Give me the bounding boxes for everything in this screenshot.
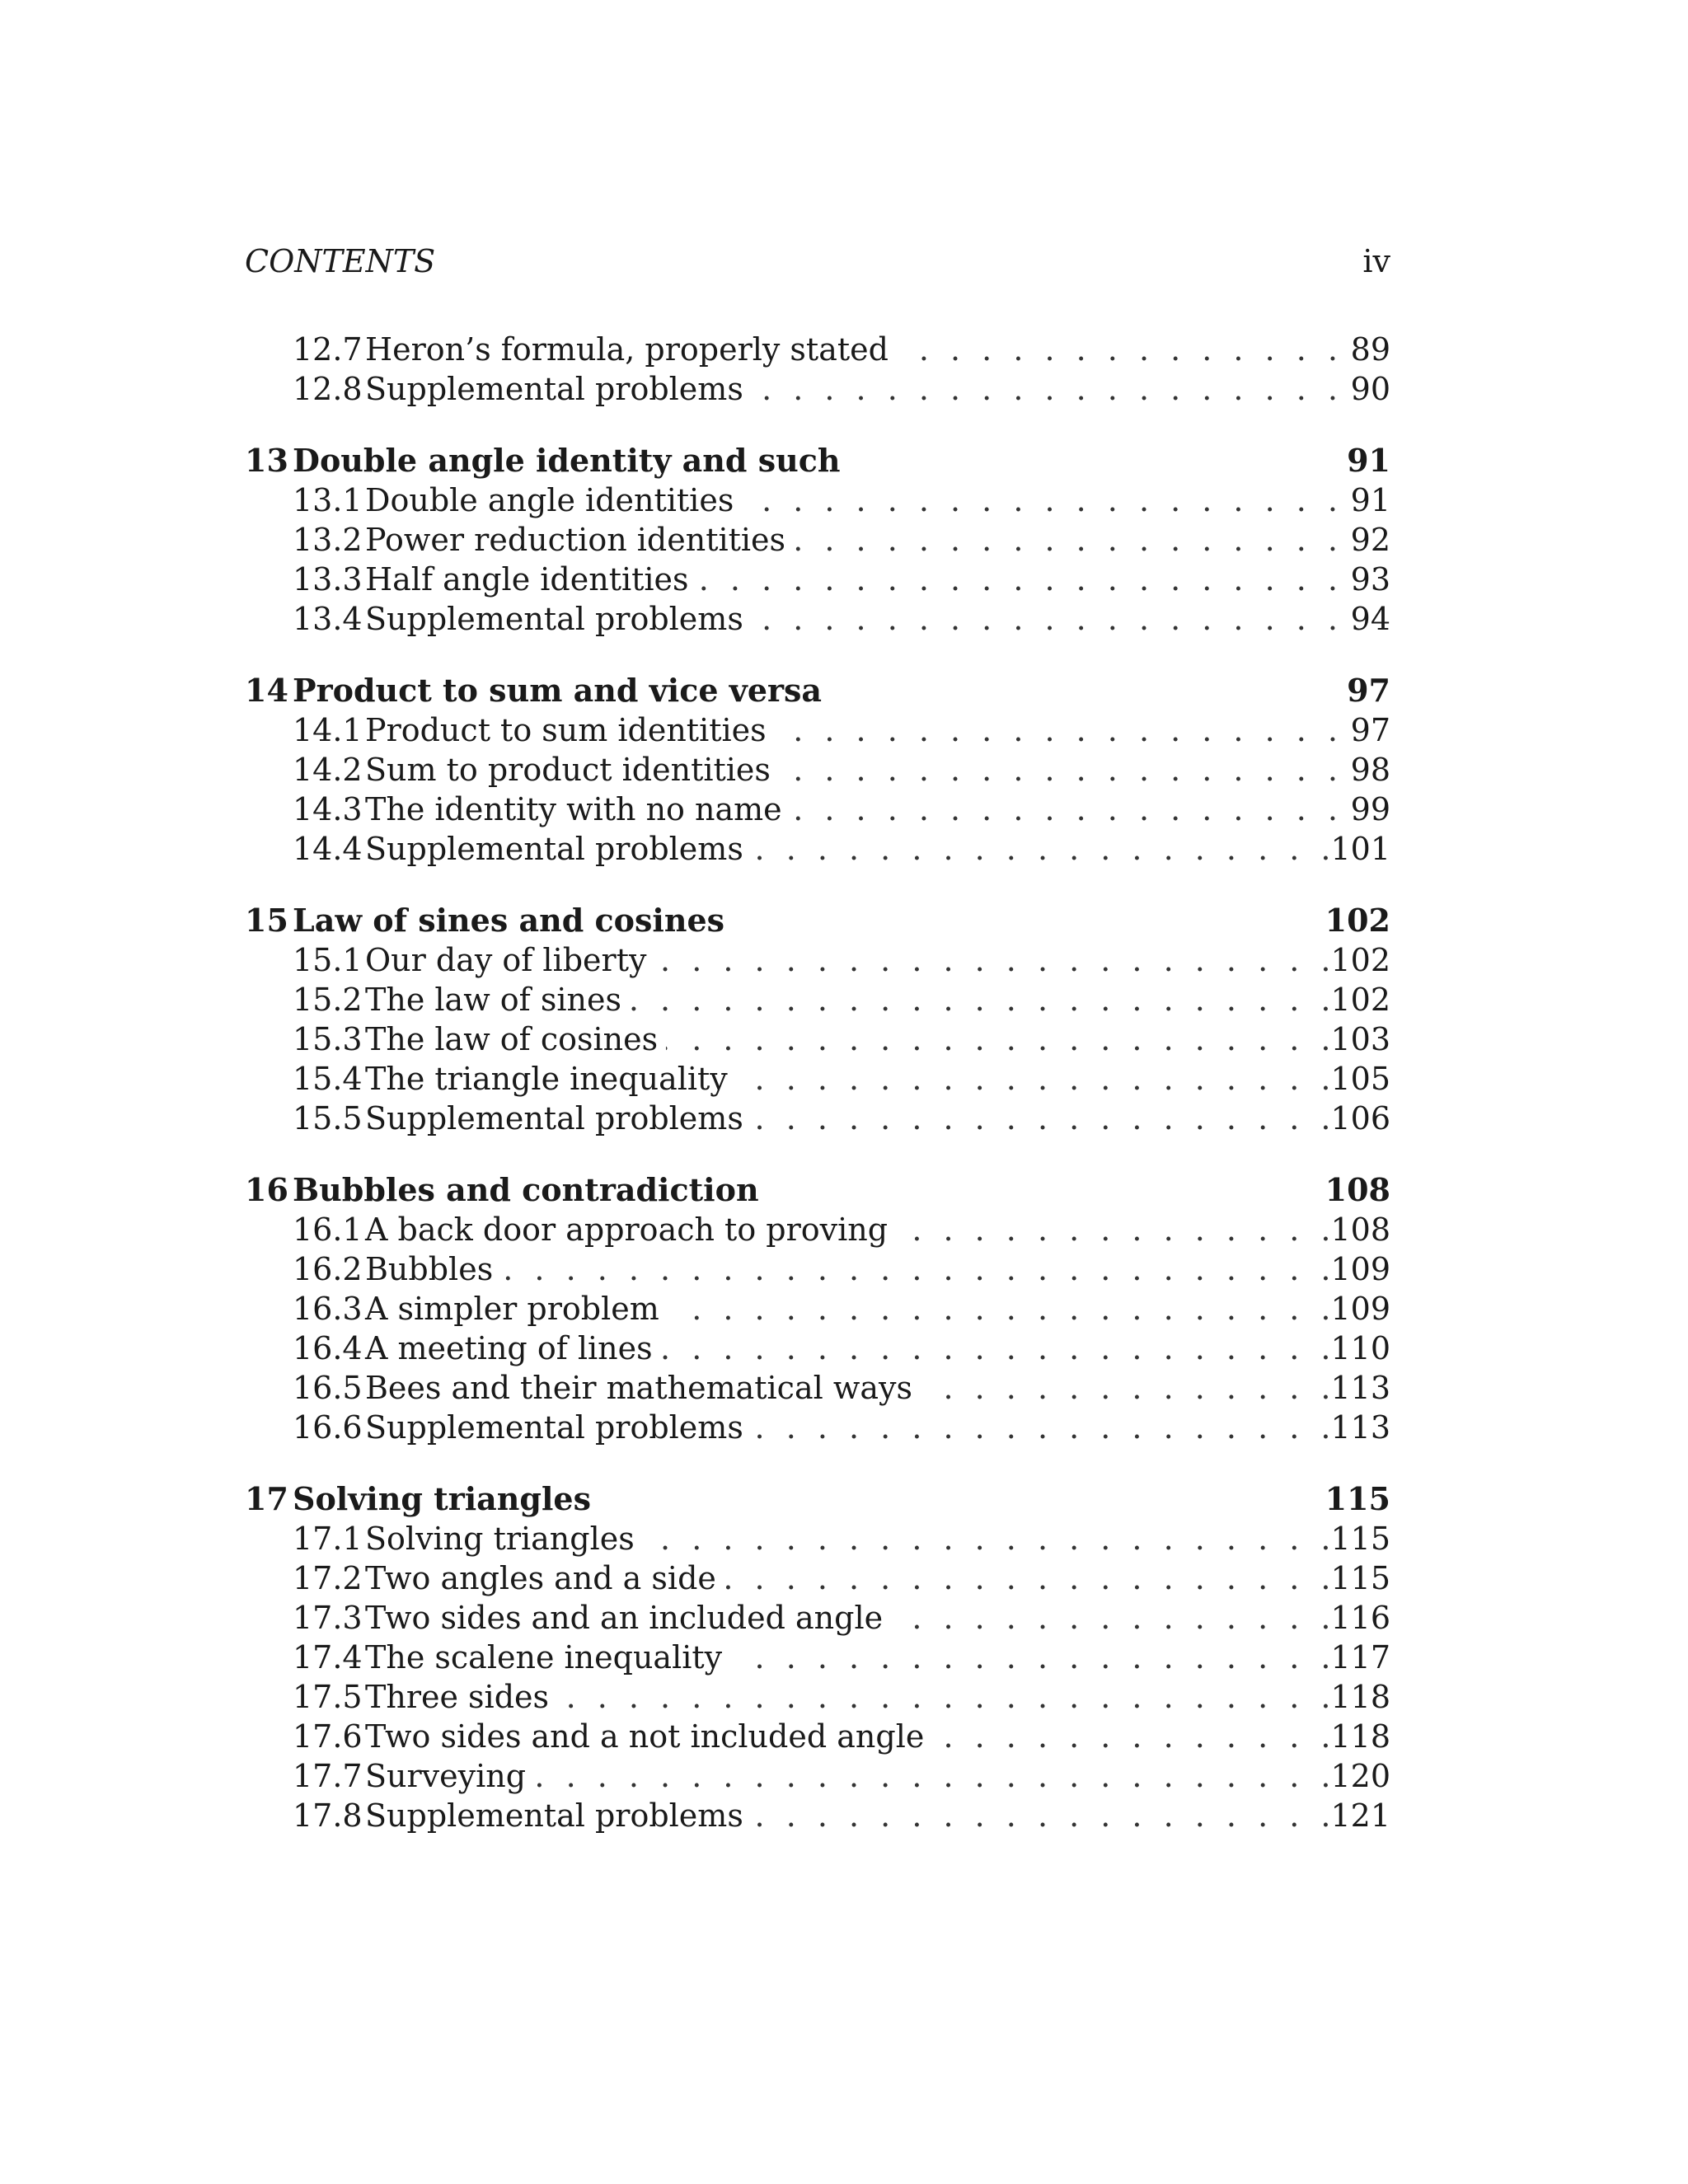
- dot-leader: [779, 750, 1338, 790]
- chapter-page-number: 91: [1347, 442, 1390, 479]
- section-number: 13.2: [293, 522, 363, 558]
- section-number: 15.5: [293, 1100, 363, 1137]
- section-number: 14.3: [293, 791, 363, 827]
- section-number: 14.4: [293, 831, 363, 867]
- dot-leader: [557, 1677, 1330, 1717]
- chapter-number: 17: [245, 1480, 288, 1517]
- dot-leader: [752, 829, 1331, 869]
- section-number: 17.1: [293, 1521, 363, 1557]
- section-number: 15.3: [293, 1021, 363, 1057]
- chapter-title: Double angle identity and such: [293, 442, 841, 479]
- section-number: 12.8: [293, 371, 363, 407]
- toc-section-entry[interactable]: [245, 1329, 1390, 1368]
- chapter-number: 15: [245, 902, 288, 939]
- section-page-number: 115: [1330, 1560, 1390, 1596]
- toc-chapter-entry[interactable]: [245, 901, 1390, 940]
- section-number: 16.6: [293, 1409, 363, 1446]
- toc-chapter-entry[interactable]: [245, 671, 1390, 710]
- toc-section-entry[interactable]: [245, 1408, 1390, 1447]
- section-title: Solving triangles: [365, 1521, 635, 1557]
- dot-leader: [661, 1329, 1331, 1368]
- toc-section-entry[interactable]: [245, 1717, 1390, 1756]
- section-page-number: 93: [1350, 561, 1390, 598]
- dot-leader: [534, 1756, 1330, 1796]
- section-page-number: 92: [1350, 522, 1390, 558]
- dot-leader: [897, 330, 1338, 369]
- dot-leader: [666, 1019, 1330, 1059]
- dot-leader: [736, 1059, 1331, 1099]
- section-title: Our day of liberty: [365, 942, 647, 978]
- section-page-number: 98: [1350, 752, 1390, 788]
- toc-group: [245, 330, 1390, 409]
- chapter-page-number: 108: [1325, 1171, 1390, 1208]
- section-page-number: 115: [1330, 1521, 1390, 1557]
- section-title: Supplemental problems: [365, 601, 743, 637]
- dot-leader: [697, 560, 1338, 599]
- page-header: [245, 243, 1390, 286]
- section-title: Supplemental problems: [365, 831, 743, 867]
- dot-leader: [921, 1368, 1330, 1408]
- dot-leader: [752, 599, 1338, 639]
- dot-leader: [790, 790, 1338, 829]
- dot-leader: [891, 1598, 1330, 1638]
- section-page-number: 105: [1330, 1061, 1390, 1097]
- toc-section-entry[interactable]: [245, 1019, 1390, 1059]
- dot-leader: [752, 1796, 1331, 1835]
- toc-section-entry[interactable]: [245, 1519, 1390, 1558]
- toc-section-entry[interactable]: [245, 1756, 1390, 1796]
- toc-group: [245, 1170, 1390, 1447]
- section-title: Three sides: [365, 1679, 550, 1715]
- dot-leader: [752, 1408, 1331, 1447]
- section-page-number: 117: [1330, 1639, 1390, 1675]
- section-number: 12.7: [293, 331, 363, 368]
- section-page-number: 102: [1330, 942, 1390, 978]
- chapter-page-number: 102: [1325, 902, 1390, 939]
- section-number: 16.1: [293, 1212, 363, 1248]
- section-number: 13.4: [293, 601, 363, 637]
- chapter-title: Law of sines and cosines: [293, 902, 725, 939]
- section-page-number: 90: [1350, 371, 1390, 407]
- section-number: 13.3: [293, 561, 363, 598]
- section-title: The triangle inequality: [365, 1061, 728, 1097]
- section-page-number: 97: [1350, 712, 1390, 748]
- chapter-page-number: 97: [1347, 672, 1390, 709]
- section-page-number: 103: [1330, 1021, 1390, 1057]
- section-page-number: 102: [1330, 982, 1390, 1018]
- toc-section-entry[interactable]: [245, 1249, 1390, 1289]
- section-page-number: 110: [1330, 1330, 1390, 1366]
- toc-section-entry[interactable]: [245, 1558, 1390, 1598]
- section-number: 15.1: [293, 942, 363, 978]
- section-title: Two sides and an included angle: [365, 1600, 884, 1636]
- section-page-number: 101: [1330, 831, 1390, 867]
- section-number: 17.2: [293, 1560, 363, 1596]
- section-title: Bees and their mathematical ways: [365, 1370, 912, 1406]
- section-number: 16.2: [293, 1251, 363, 1287]
- section-number: 16.4: [293, 1330, 363, 1366]
- section-title: Supplemental problems: [365, 371, 743, 407]
- toc-section-entry[interactable]: [245, 980, 1390, 1019]
- section-page-number: 120: [1330, 1758, 1390, 1794]
- dot-leader: [752, 369, 1338, 409]
- section-page-number: 116: [1330, 1600, 1390, 1636]
- running-head: CONTENTS: [245, 243, 436, 279]
- toc-chapter-entry[interactable]: [245, 1479, 1390, 1519]
- section-page-number: 109: [1330, 1251, 1390, 1287]
- dot-leader: [643, 1519, 1331, 1558]
- toc-section-entry[interactable]: [245, 940, 1390, 980]
- section-page-number: 99: [1350, 791, 1390, 827]
- toc-group: [245, 901, 1390, 1138]
- toc-section-entry[interactable]: [245, 480, 1390, 520]
- section-number: 15.2: [293, 982, 363, 1018]
- toc-group: [245, 671, 1390, 869]
- dot-leader: [630, 980, 1331, 1019]
- section-title: A meeting of lines: [365, 1330, 653, 1366]
- section-title: Sum to product identities: [365, 752, 771, 788]
- toc-section-entry[interactable]: [245, 1289, 1390, 1329]
- toc-section-entry[interactable]: [245, 520, 1390, 560]
- toc-section-entry[interactable]: [245, 1099, 1390, 1138]
- toc-group: [245, 441, 1390, 639]
- dot-leader: [752, 1099, 1331, 1138]
- section-number: 17.8: [293, 1797, 363, 1834]
- section-title: Two angles and a side: [365, 1560, 716, 1596]
- toc-section-entry[interactable]: [245, 599, 1390, 639]
- toc-chapter-entry[interactable]: [245, 1170, 1390, 1210]
- section-page-number: 121: [1330, 1797, 1390, 1834]
- dot-leader: [932, 1717, 1330, 1756]
- dot-leader: [501, 1249, 1330, 1289]
- section-title: A simpler problem: [365, 1291, 659, 1327]
- section-title: Double angle identities: [365, 482, 734, 518]
- section-page-number: 113: [1330, 1370, 1390, 1406]
- toc-group: [245, 1479, 1390, 1835]
- toc-section-entry[interactable]: [245, 710, 1390, 750]
- section-page-number: 109: [1330, 1291, 1390, 1327]
- dot-leader: [730, 1638, 1330, 1677]
- section-number: 13.1: [293, 482, 363, 518]
- toc-section-entry[interactable]: [245, 1368, 1390, 1408]
- dot-leader: [794, 520, 1338, 560]
- section-title: Product to sum identities: [365, 712, 767, 748]
- section-page-number: 118: [1330, 1718, 1390, 1755]
- toc-section-entry[interactable]: [245, 829, 1390, 869]
- section-title: Two sides and a not included angle: [365, 1718, 925, 1755]
- section-page-number: 94: [1350, 601, 1390, 637]
- section-number: 15.4: [293, 1061, 363, 1097]
- section-title: Power reduction identities: [365, 522, 786, 558]
- dot-leader: [896, 1210, 1330, 1249]
- chapter-page-number: 115: [1325, 1480, 1390, 1517]
- toc-section-entry[interactable]: [245, 750, 1390, 790]
- section-title: Bubbles: [365, 1251, 494, 1287]
- toc-section-entry[interactable]: [245, 1598, 1390, 1638]
- section-number: 16.3: [293, 1291, 363, 1327]
- section-number: 17.5: [293, 1679, 363, 1715]
- toc-section-entry[interactable]: [245, 1677, 1390, 1717]
- toc-chapter-entry[interactable]: [245, 441, 1390, 480]
- section-title: Supplemental problems: [365, 1797, 743, 1834]
- chapter-number: 13: [245, 442, 288, 479]
- section-title: Heron’s formula, properly stated: [365, 331, 889, 368]
- chapter-number: 16: [245, 1171, 288, 1208]
- dot-leader: [654, 940, 1330, 980]
- section-title: The scalene inequality: [365, 1639, 723, 1675]
- page-number: iv: [1362, 243, 1390, 279]
- section-number: 17.3: [293, 1600, 363, 1636]
- section-title: Supplemental problems: [365, 1409, 743, 1446]
- section-page-number: 113: [1330, 1409, 1390, 1446]
- chapter-title: Bubbles and contradiction: [293, 1171, 759, 1208]
- chapter-title: Product to sum and vice versa: [293, 672, 823, 709]
- section-page-number: 89: [1350, 331, 1390, 368]
- chapter-title: Solving triangles: [293, 1480, 592, 1517]
- section-title: Supplemental problems: [365, 1100, 743, 1137]
- dot-leader: [742, 480, 1338, 520]
- section-page-number: 91: [1350, 482, 1390, 518]
- section-page-number: 106: [1330, 1100, 1390, 1137]
- toc-section-entry[interactable]: [245, 1210, 1390, 1249]
- section-number: 17.4: [293, 1639, 363, 1675]
- section-page-number: 108: [1330, 1212, 1390, 1248]
- toc-section-entry[interactable]: [245, 790, 1390, 829]
- section-title: A back door approach to proving: [365, 1212, 889, 1248]
- dot-leader: [775, 710, 1338, 750]
- section-number: 17.7: [293, 1758, 363, 1794]
- section-number: 14.1: [293, 712, 363, 748]
- section-title: Half angle identities: [365, 561, 689, 598]
- toc-section-entry[interactable]: [245, 369, 1390, 409]
- chapter-number: 14: [245, 672, 288, 709]
- dot-leader: [724, 1558, 1331, 1598]
- section-number: 17.6: [293, 1718, 363, 1755]
- section-title: The identity with no name: [365, 791, 782, 827]
- section-number: 14.2: [293, 752, 363, 788]
- section-number: 16.5: [293, 1370, 363, 1406]
- toc-section-entry[interactable]: [245, 330, 1390, 369]
- toc-section-entry[interactable]: [245, 1638, 1390, 1677]
- section-title: The law of cosines: [365, 1021, 659, 1057]
- dot-leader: [668, 1289, 1331, 1329]
- toc-section-entry[interactable]: [245, 1796, 1390, 1835]
- toc-section-entry[interactable]: [245, 1059, 1390, 1099]
- toc-section-entry[interactable]: [245, 560, 1390, 599]
- section-title: The law of sines: [365, 982, 621, 1018]
- section-page-number: 118: [1330, 1679, 1390, 1715]
- table-of-contents: [245, 330, 1390, 1835]
- section-title: Surveying: [365, 1758, 527, 1794]
